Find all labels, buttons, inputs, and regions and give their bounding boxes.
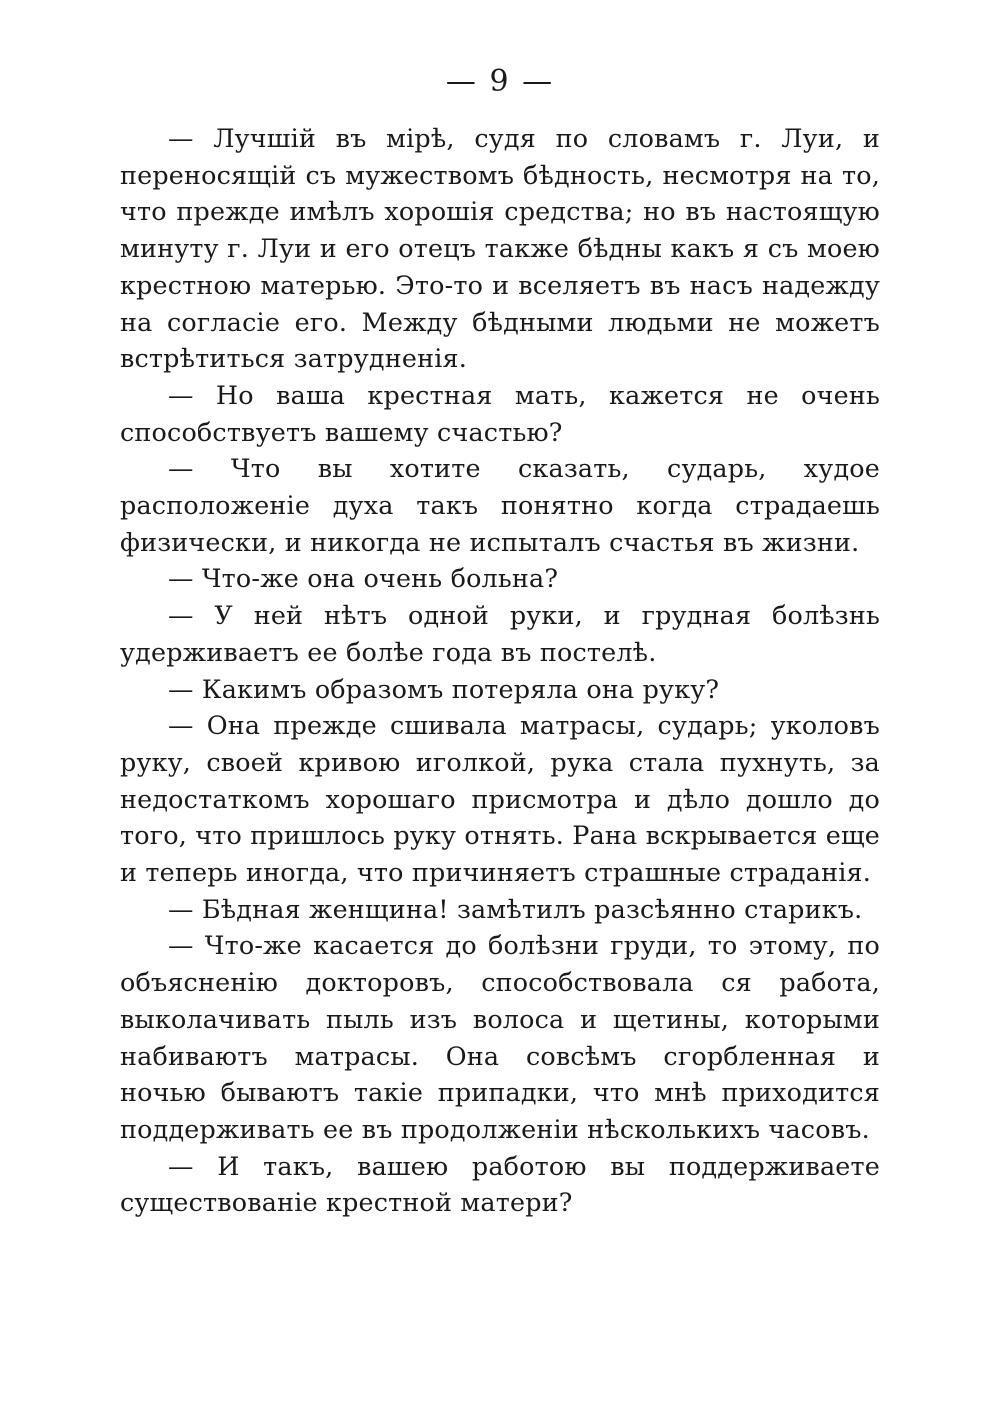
page-number: — 9 — xyxy=(445,64,555,99)
paragraph-10: — И такъ, вашею работою вы поддерживаете существованіе крестной матери? xyxy=(120,1150,880,1218)
paragraph-9: — Что-же касается до болѣзни груди, то этому, по объясненію докторовъ, способствовала ся работа, выколачивать пыль изъ волоса и щетины, которыми набиваютъ матрасы. Она совсѣмъ сгорбленная и ночью бываютъ такіе припадки, что мнѣ приходится поддерживать ее въ продолженіи нѣсколькихъ часовъ. xyxy=(120,930,880,1144)
paragraph-1: — Лучшій въ мірѣ, судя по словамъ г. Луи, и переносящій съ мужествомъ бѣдность, несмотря на то, что прежде имѣлъ хорошія средства; но въ настоящую минуту г. Луи и его отецъ также бѣдны какъ я съ моею крестною матерью. Это-то и вселяетъ въ насъ надежду на согласіе его. Между бѣдными людьми не можетъ встрѣтиться затрудненія. xyxy=(120,123,880,374)
paragraph-7: — Она прежде сшивала матрасы, сударь; уколовъ руку, своей кривою иголкой, рука стала пухнуть, за недостаткомъ хорошаго присмотра и дѣло дошло до того, что пришлось руку отнять. Рана вскрывается еще и теперь иногда, что причиняетъ страшные страданія. xyxy=(120,710,880,888)
paragraph-3: — Что вы хотите сказать, сударь, худое расположеніе духа такъ понятно когда страдаешь физически, и никогда не испыталъ счастья въ жизни. xyxy=(120,453,880,557)
paragraph-4: — Что-же она очень больна? xyxy=(168,563,559,594)
paragraph-2: — Но ваша крестная мать, кажется не очень способствуетъ вашему счастью? xyxy=(120,379,880,447)
paragraph-8: — Бѣдная женщина! замѣтилъ разсѣянно старикъ. xyxy=(168,893,863,924)
paragraph-5: — У ней нѣтъ одной руки, и грудная болѣзнь удерживаетъ ее болѣе года въ постелѣ. xyxy=(120,600,880,667)
paragraph-6: — Какимъ образомъ потеряла она руку? xyxy=(168,673,720,704)
body-text xyxy=(120,120,880,1221)
